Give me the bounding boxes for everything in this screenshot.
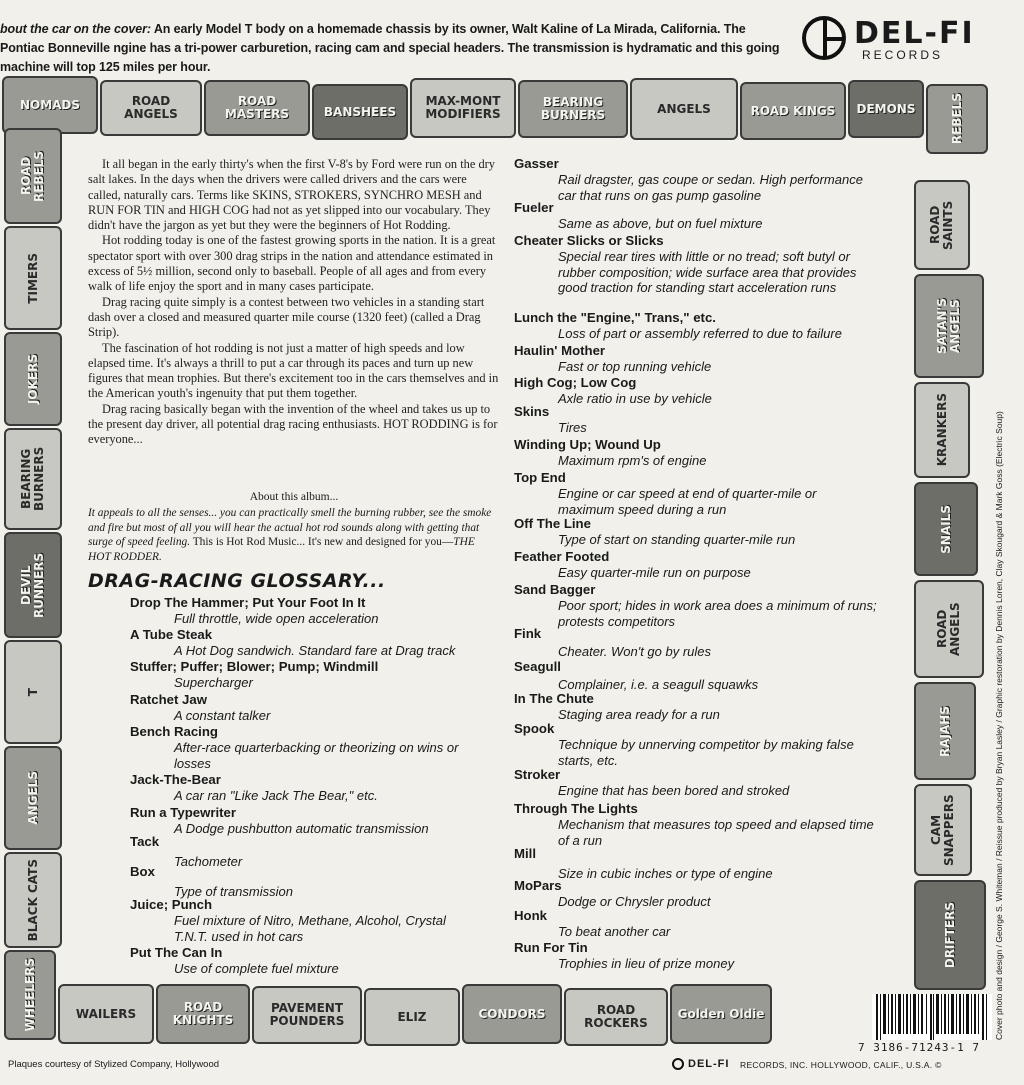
plaque-top-2: ROAD ANGELS	[100, 80, 202, 136]
cover-car-note	[0, 20, 780, 77]
glossary-term: Run a Typewriter	[130, 805, 237, 820]
glossary-def: Dodge or Chrysler product	[558, 894, 711, 909]
glossary-term: High Cog; Low Cog	[514, 375, 637, 390]
glossary-entry	[514, 233, 894, 296]
glossary-entry	[514, 549, 894, 581]
glossary-term: Seagull	[514, 659, 561, 674]
glossary-def: A constant talker	[174, 708, 271, 723]
plaque-top-5: MAX-MONT MODIFIERS	[410, 78, 516, 138]
plaque-right-7: CAM SNAPPERS	[914, 784, 972, 876]
album-plain: This is Hot Rod Music... It's new and designed for you—	[190, 536, 454, 548]
glossary-term: Winding Up; Wound Up	[514, 437, 661, 452]
glossary-term: Through The Lights	[514, 801, 638, 816]
glossary-def: Cheater. Won't go by rules	[558, 644, 712, 659]
plaque-right-3: KRANKERS	[914, 382, 970, 478]
glossary-def: After-race quarterbacking or theorizing on wins or losses	[174, 740, 459, 771]
glossary-entry	[514, 801, 894, 848]
delfi-circle-icon	[672, 1058, 684, 1070]
glossary-def: Tires	[558, 420, 587, 435]
plaque-bottom-3: PAVEMENT POUNDERS	[252, 986, 362, 1044]
glossary-def: Easy quarter-mile run on purpose	[558, 565, 751, 580]
glossary-term: Skins	[514, 404, 550, 419]
plaque-top-9: DEMONS	[848, 80, 924, 138]
glossary-def: To beat another car	[558, 924, 671, 939]
glossary-entry	[514, 516, 894, 548]
plaque-top-3: ROAD MASTERS	[204, 80, 310, 136]
footer-logo	[672, 1058, 729, 1070]
plaque-left-3: JOKERS	[4, 332, 62, 426]
plaque-bottom-5: CONDORS	[462, 984, 562, 1044]
plaque-left-5: DEVIL RUNNERS	[4, 532, 62, 638]
glossary-term: Juice; Punch	[130, 897, 213, 912]
glossary-term: Fueler	[514, 200, 554, 215]
glossary-entry	[514, 691, 894, 723]
intro-text	[88, 157, 500, 448]
delfi-logo-icon	[802, 16, 846, 60]
glossary-entry	[514, 767, 894, 799]
intro-paragraph: It all began in the early thirty's when the first V-8's by Ford were run on the dry salt lakes. In the days when the drivers were called drivers and the cars were called, naturally cars. Terms like SKINS, STROKERS, SYNCHRO MESH and RUN FOR TIN and HIGH COG had not as yet slipped into our vocabulary. They didn't have the jargon as yet but they were the beginners of Hot Rodding.	[88, 157, 495, 233]
glossary-entry	[130, 805, 510, 837]
glossary-entry	[514, 721, 894, 768]
glossary-term: Ratchet Jaw	[130, 692, 207, 707]
glossary-entry	[514, 626, 894, 660]
intro-paragraph: The fascination of hot rodding is not just a matter of high speeds and low elapsed time. It's always a thrill to put a car through its paces and turn up new figures that mean trophies. But there's excitement too in the cars themselves and in the American youth's ingenuity that put them together.	[88, 340, 499, 401]
plaque-right-4: SNAILS	[914, 482, 978, 576]
plaque-left-8: BLACK CATS	[4, 852, 62, 948]
glossary-entry	[130, 724, 510, 771]
cover-car-note-lead: bout the car on the cover:	[0, 22, 151, 36]
plaque-bottom-4: ELIZ	[364, 988, 460, 1046]
glossary-term: Fink	[514, 626, 542, 641]
barcode-icon	[872, 994, 992, 1040]
glossary-def: Full throttle, wide open acceleration	[174, 611, 379, 626]
glossary-term: Gasser	[514, 156, 559, 171]
glossary-term: In The Chute	[514, 691, 594, 706]
glossary-term: Drop The Hammer; Put Your Foot In It	[130, 595, 366, 610]
glossary-entry	[514, 437, 894, 469]
glossary-entry	[514, 940, 894, 972]
plaque-right-2: SATAN'S ANGELS	[914, 274, 984, 378]
glossary-def: Rail dragster, gas coupe or sedan. High performance car that runs on gas pump gasoline	[558, 172, 863, 203]
glossary-def: Type of transmission	[174, 884, 293, 899]
plaque-right-5: ROAD ANGELS	[914, 580, 984, 678]
plaque-right-8: DRIFTERS	[914, 880, 986, 990]
glossary-entry	[130, 692, 510, 724]
glossary-def: Size in cubic inches or type of engine	[558, 866, 773, 881]
plaque-top-6: BEARING BURNERS	[518, 80, 628, 138]
album-text	[88, 506, 500, 564]
plaque-left-1: ROAD REBELS	[4, 128, 62, 224]
plaque-top-10: REBELS	[926, 84, 988, 154]
glossary-term: Haulin' Mother	[514, 343, 606, 358]
intro-paragraph: Drag racing quite simply is a contest between two vehicles in a standing start dash over a closed and measured quarter mile course (1320 feet) (called a Drag Strip).	[88, 294, 485, 340]
album-heading: About this album...	[249, 491, 339, 503]
glossary-entry	[130, 659, 510, 691]
glossary-entry	[514, 846, 894, 882]
glossary-def: Technique by unnerving competitor by making false starts, etc.	[558, 737, 854, 768]
glossary-entry	[130, 864, 510, 900]
glossary-entry	[514, 582, 894, 629]
glossary-entry	[130, 945, 510, 977]
album-italic: It appeals to all the senses... you can practically smell the burning rubber, see the smoke and fire but most of all you will hear the actual hot rod sounds along with getting that surge of speed feeling.	[88, 507, 492, 548]
plaque-left-7: ANGELS	[4, 746, 62, 850]
delfi-logo-name: DEL-FI	[854, 16, 975, 51]
glossary-term: Lunch the "Engine," Trans," etc.	[514, 310, 716, 325]
glossary-entry	[514, 404, 894, 436]
plaque-left-9: WHEELERS	[4, 950, 56, 1040]
barcode	[872, 994, 992, 1040]
album-signoff: THE HOT RODDER.	[88, 536, 475, 563]
glossary-entry	[514, 375, 894, 407]
plaque-right-6: RAJAHS	[914, 682, 976, 780]
glossary-def: Maximum rpm's of engine	[558, 453, 707, 468]
plaque-top-8: ROAD KINGS	[740, 82, 846, 140]
glossary-def: Use of complete fuel mixture	[174, 961, 339, 976]
glossary-term: Feather Footed	[514, 549, 610, 564]
glossary-def: A Hot Dog sandwich. Standard fare at Drag track	[174, 643, 456, 658]
glossary-term: Box	[130, 864, 155, 879]
glossary-def: A car ran "Like Jack The Bear," etc.	[174, 788, 378, 803]
glossary-entry	[514, 310, 894, 342]
glossary-term: Run For Tin	[514, 940, 588, 955]
glossary-def: Poor sport; hides in work area does a minimum of runs; protests competitors	[558, 598, 877, 629]
glossary-title: DRAG-RACING GLOSSARY...	[88, 570, 386, 592]
glossary-entry	[514, 156, 894, 203]
glossary-entry	[130, 595, 510, 627]
glossary-entry	[130, 772, 510, 804]
glossary-term: Stuffer; Puffer; Blower; Pump; Windmill	[130, 659, 379, 674]
plaque-left-2: TIMERS	[4, 226, 62, 330]
delfi-logo	[802, 16, 1012, 64]
glossary-entry	[514, 878, 894, 910]
glossary-def: Loss of part or assembly referred to due to failure	[558, 326, 842, 341]
glossary-term: Mill	[514, 846, 536, 861]
delfi-logo-sub: RECORDS	[862, 48, 944, 62]
plaque-top-1: NOMADS	[2, 76, 98, 134]
plaque-right-1: ROAD SAINTS	[914, 180, 970, 270]
side-credits: Cover photo and design / George S. Whiteman / Reissue produced by Bryan Lasley / Graphic restoration by Dennis Loren, Clay Skougard & Mark Goss (Electric Soup)	[994, 411, 1004, 1040]
plaque-left-4: BEARING BURNERS	[4, 428, 62, 530]
intro-paragraph: Drag racing basically began with the invention of the wheel and takes us up to the present day driver, all potential drag racing enthusiasts. HOT RODDING is for everyone...	[88, 401, 498, 447]
glossary-entry	[514, 659, 894, 693]
glossary-term: Sand Bagger	[514, 582, 596, 597]
glossary-def: Fast or top running vehicle	[558, 359, 712, 374]
glossary-term: Bench Racing	[130, 724, 218, 739]
plaques-credit: Plaques courtesy of Stylized Company, Hollywood	[8, 1059, 220, 1070]
glossary-entry	[514, 470, 894, 517]
glossary-def: Engine that has been bored and stroked	[558, 783, 790, 798]
plaque-bottom-6: ROAD ROCKERS	[564, 988, 668, 1046]
glossary-def: Trophies in lieu of prize money	[558, 956, 735, 971]
glossary-term: Honk	[514, 908, 547, 923]
footer-logo-name: DEL-FI	[688, 1058, 730, 1070]
glossary-def: Engine or car speed at end of quarter-mile or maximum speed during a run	[558, 486, 817, 517]
glossary-term: Top End	[514, 470, 566, 485]
glossary-def: A Dodge pushbutton automatic transmission	[174, 821, 429, 836]
glossary-def: Axle ratio in use by vehicle	[558, 391, 712, 406]
glossary-def: Supercharger	[174, 675, 253, 690]
glossary-term: Tack	[130, 834, 160, 849]
cover-car-note-text: An early Model T body on a homemade chassis by its owner, Walt Kaline of La Mirada, California. The Pontiac Bonneville ngine has a tri-power carburetion, racing cam and special headers. The transmission is hydramatic and this going machine will top 125 miles per hour.	[0, 22, 780, 74]
glossary-def: Staging area ready for a run	[558, 707, 720, 722]
glossary-term: Spook	[514, 721, 555, 736]
plaque-top-7: ANGELS	[630, 78, 738, 140]
glossary-entry	[130, 897, 510, 944]
plaque-left-6: T	[4, 640, 62, 744]
glossary-entry	[514, 908, 894, 940]
glossary-term: Jack-The-Bear	[130, 772, 221, 787]
glossary-def: Same as above, but on fuel mixture	[558, 216, 763, 231]
plaque-top-4: BANSHEES	[312, 84, 408, 140]
glossary-entry	[514, 200, 894, 232]
glossary-term: Off The Line	[514, 516, 591, 531]
glossary-entry	[514, 343, 894, 375]
plaque-bottom-1: WAILERS	[58, 984, 154, 1044]
plaque-bottom-7: Golden Oldie	[670, 984, 772, 1044]
barcode-digits: 7 3186-71243-1 7	[858, 1041, 980, 1054]
footer-address: RECORDS, INC. HOLLYWOOD, CALIF., U.S.A. ©	[740, 1060, 942, 1070]
glossary-term: MoPars	[514, 878, 562, 893]
glossary-term: A Tube Steak	[130, 627, 213, 642]
glossary-term: Put The Can In	[130, 945, 223, 960]
glossary-def: Complainer, i.e. a seagull squawks	[558, 677, 759, 692]
glossary-def: Mechanism that measures top speed and elapsed time of a run	[558, 817, 874, 848]
glossary-term: Stroker	[514, 767, 561, 782]
intro-paragraph: Hot rodding today is one of the fastest growing sports in the nation. It is a great spectator sport with over 300 drag strips in the nation and attendance estimated in excess of 5½ million, second only to baseball. People of all ages and from every walk of life enjoy the sport and in many cases participate.	[88, 233, 496, 294]
glossary-entry	[130, 627, 510, 659]
glossary-def: Tachometer	[174, 854, 243, 869]
glossary-def: Special rear tires with little or no tread; soft butyl or rubber composition; wide surface area that provides good traction for standing start acceleration runs	[558, 249, 857, 295]
glossary-def: Fuel mixture of Nitro, Methane, Alcohol, Crystal T.N.T. used in hot cars	[174, 913, 446, 944]
plaque-bottom-2: ROAD KNIGHTS	[156, 984, 250, 1044]
glossary-term: Cheater Slicks or Slicks	[514, 233, 664, 248]
glossary-def: Type of start on standing quarter-mile run	[558, 532, 796, 547]
